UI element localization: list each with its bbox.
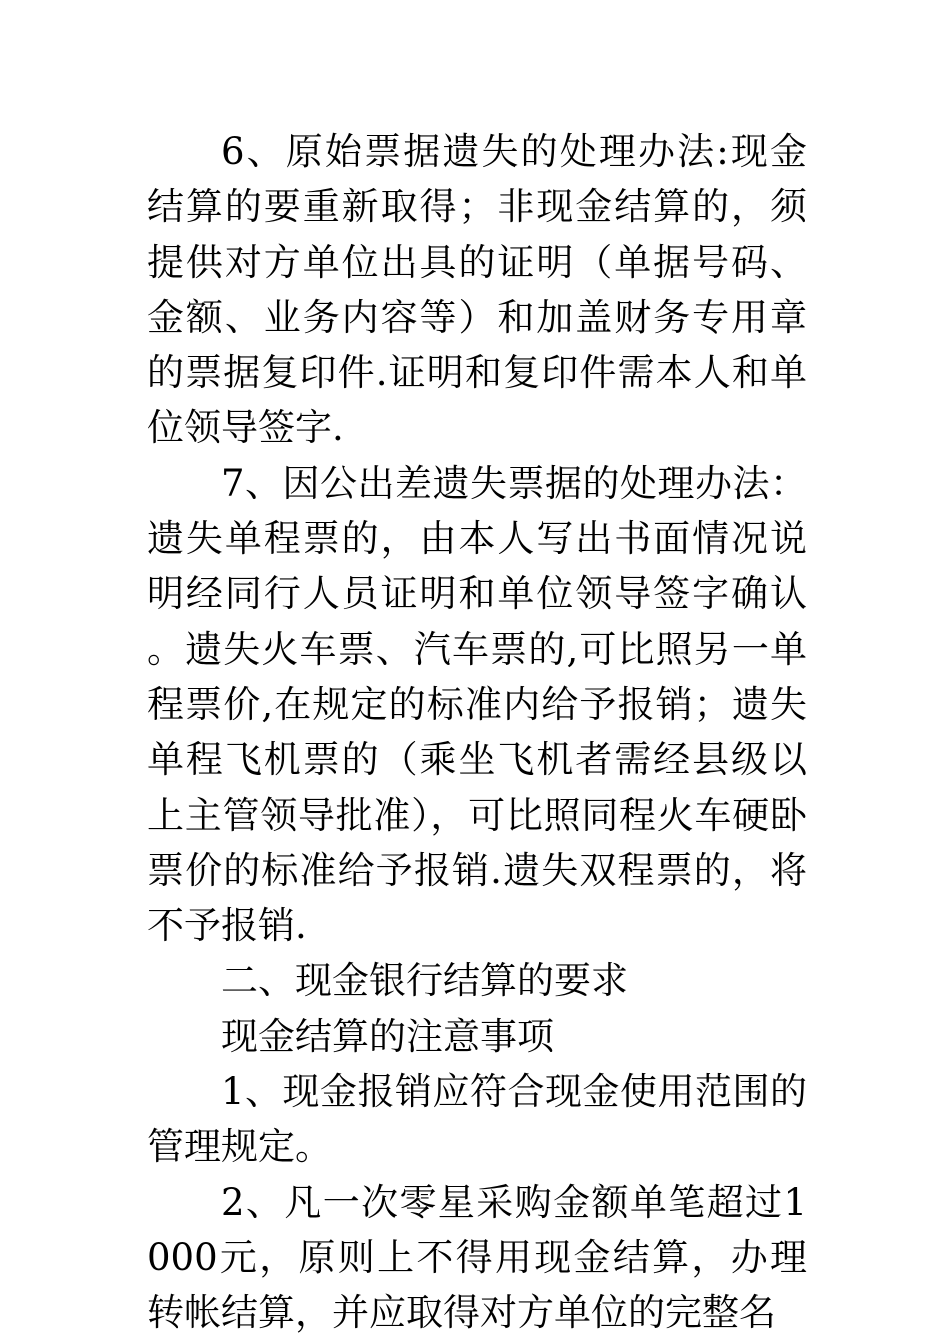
subheading-cash-settlement-notes: 现金结算的注意事项 xyxy=(221,1014,554,1058)
paragraph-purchase-limit: 2、凡一次零星采购金额单笔超过1000元，原则上不得用现金结算，办理转帐结算，并应取得对方单位的完整名 xyxy=(147,1180,807,1335)
document-body xyxy=(147,124,807,1341)
paragraph-lost-travel-tickets: 7、因公出差遗失票据的处理办法：遗失单程票的，由本人写出书面情况说明经同行人员证明和单位领导签字确认。遗失火车票、汽车票的,可比照另一单程票价,在规定的标准内给予报销；遗失单程飞机票的（乘坐飞机者需经县级以上主管领导批准），可比照同程火车硬卧票价的标准给予报销.遗失双程票的，将不予报销. xyxy=(147,461,807,948)
paragraph-lost-original-receipts: 6、原始票据遗失的处理办法:现金结算的要重新取得；非现金结算的，须提供对方单位出具的证明（单据号码、金额、业务内容等）和加盖财务专用章的票据复印件.证明和复印件需本人和单位领导签字. xyxy=(147,130,807,450)
section-heading-cash-bank-settlement: 二、现金银行结算的要求 xyxy=(221,959,628,1003)
paragraph-cash-usage-scope: 1、现金报销应符合现金使用范围的管理规定。 xyxy=(147,1070,807,1169)
